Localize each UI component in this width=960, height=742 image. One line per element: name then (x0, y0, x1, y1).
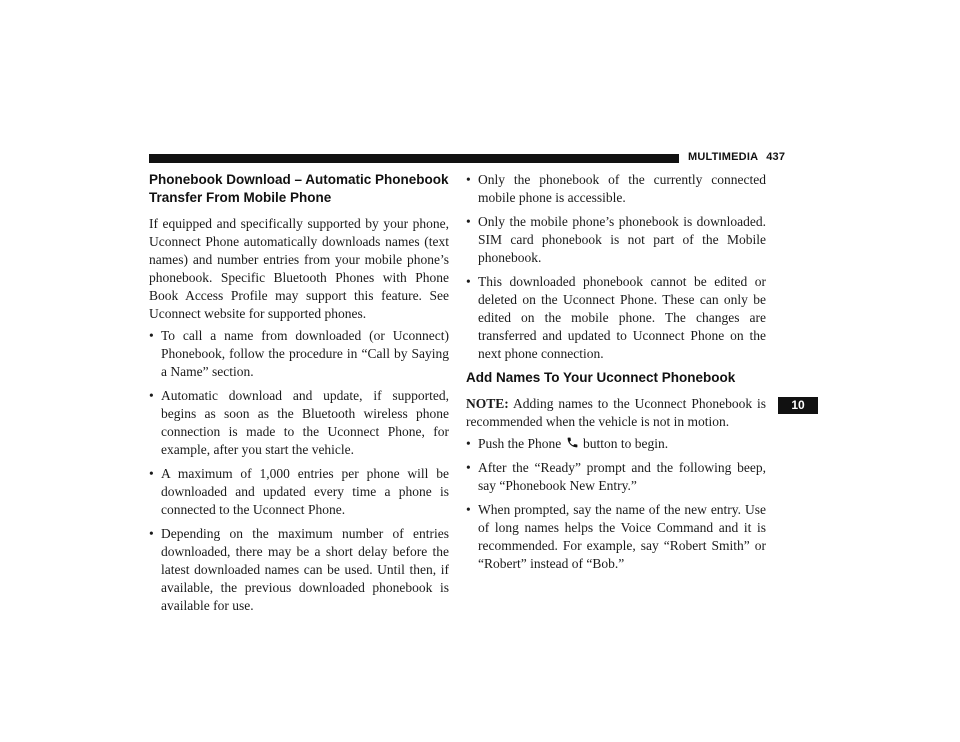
list-item: • When prompted, say the name of the new entry. Use of long names helps the Voice Command and it is recommended. For example, say “Robert Smith” or “Robert” instead of “Bob.” (466, 501, 766, 573)
note-paragraph (466, 395, 766, 431)
left-column (149, 171, 449, 621)
list-item: • Automatic download and update, if supported, begins as soon as the Bluetooth wireless phone connection is made to the Uconnect Phone, for example, after you start the vehicle. (149, 387, 449, 459)
header-rule (149, 154, 679, 163)
section-name: MULTIMEDIA (688, 151, 759, 163)
page-number: 437 (766, 151, 786, 163)
list-item: • To call a name from downloaded (or Uconnect) Phonebook, follow the procedure in “Call by Saying a Name” section. (149, 327, 449, 381)
note-text: Adding names to the Uconnect Phonebook is recommended when the vehicle is not in motion. (466, 396, 766, 429)
right-column (466, 171, 766, 579)
section-heading-add-names: Add Names To Your Uconnect Phonebook (466, 370, 736, 385)
list-item: • A maximum of 1,000 entries per phone will be downloaded and updated every time a phone is connected to the Uconnect Phone. (149, 465, 449, 519)
list-item: • Only the phonebook of the currently connected mobile phone is accessible. (466, 171, 766, 207)
list-item: • After the “Ready” prompt and the following beep, say “Phonebook New Entry.” (466, 459, 766, 495)
chapter-tab: 10 (778, 397, 818, 414)
heading-line-1: Phonebook Download – Automatic Phonebook (149, 172, 449, 187)
note-label: NOTE: (466, 396, 509, 411)
right-bullet-list-bottom (466, 435, 766, 573)
push-text-after: button to begin. (579, 436, 669, 451)
list-item: • Only the mobile phone’s phonebook is downloaded. SIM card phonebook is not part of the Mobile phonebook. (466, 213, 766, 267)
push-text-before: Push the Phone (478, 436, 565, 451)
running-header (688, 151, 785, 163)
section-heading-phonebook-download (149, 171, 449, 207)
left-bullet-list (149, 327, 449, 615)
list-item (466, 435, 766, 453)
list-item: • This downloaded phonebook cannot be edited or deleted on the Uconnect Phone. These can only be edited on the mobile phone. The changes are transferred and updated to Uconnect Phone on the next phone connection. (466, 273, 766, 363)
phone-icon (566, 436, 579, 449)
heading-line-2: Transfer From Mobile Phone (149, 190, 332, 205)
list-item: • Depending on the maximum number of entries downloaded, there may be a short delay before the latest downloaded names can be used. Until then, if available, the previous downloaded phonebook is available for use. (149, 525, 449, 615)
intro-paragraph: If equipped and specifically supported by your phone, Uconnect Phone automatically downloads names (text names) and number entries from your mobile phone’s phonebook. Specific Bluetooth Phones with Phone Book Access Profile may support this feature. See Uconnect website for supported phones. (149, 216, 449, 321)
right-bullet-list-top (466, 171, 766, 363)
